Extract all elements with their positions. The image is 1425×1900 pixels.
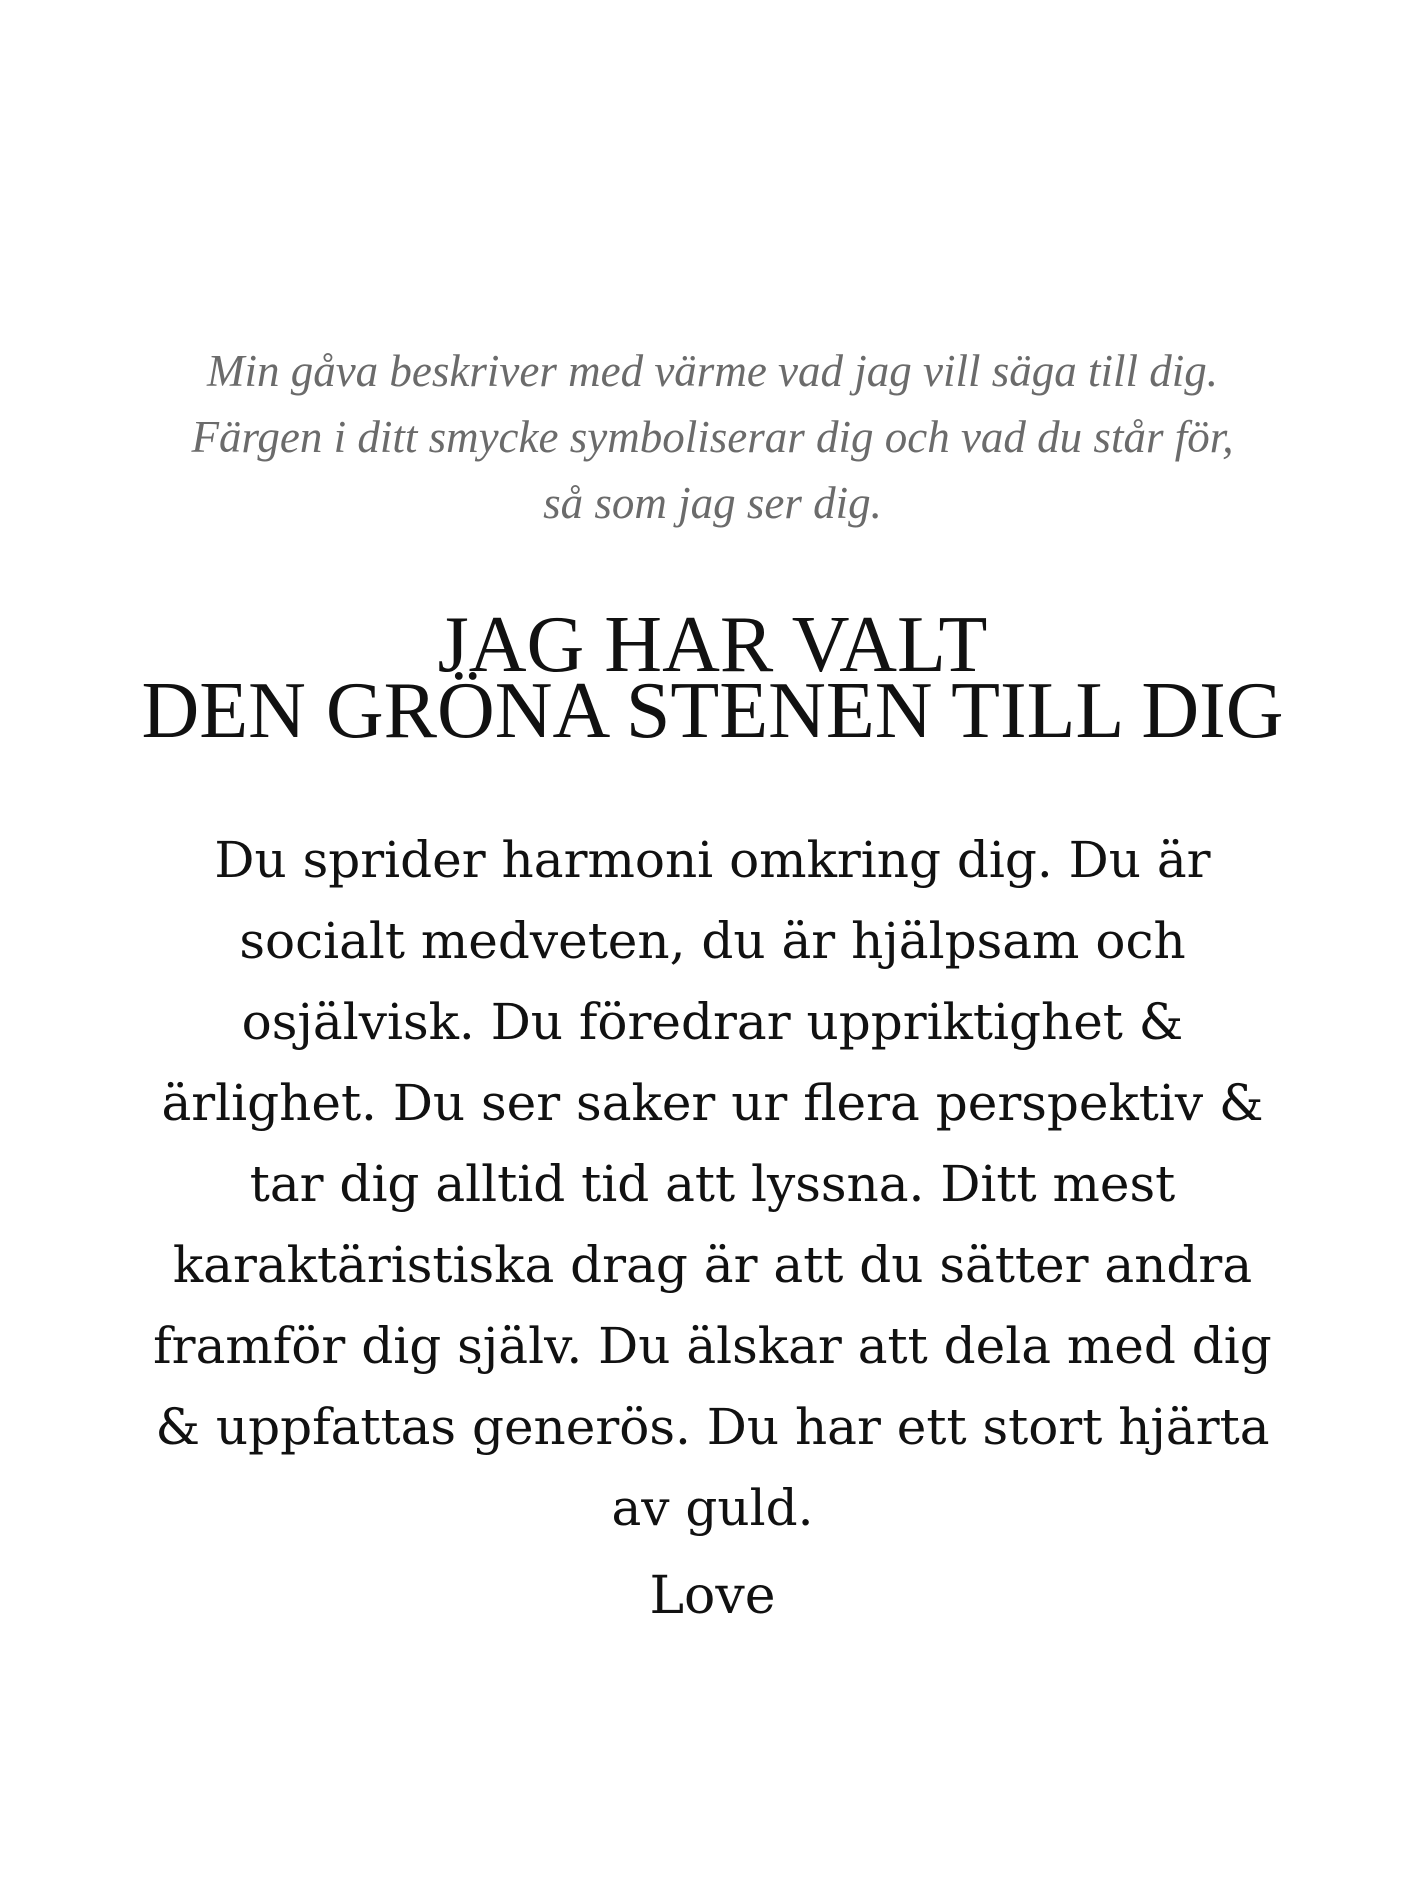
intro-line: så som jag ser dig. (543, 478, 882, 528)
stone-heading (60, 601, 1365, 755)
heading-line: DEN GRÖNA STENEN TILL DIG (141, 667, 1284, 755)
description-line: ärlighet. Du ser saker ur flera perspektiv & (161, 1074, 1264, 1132)
description-line: karaktäristiska drag är att du sätter andra (172, 1236, 1253, 1294)
description-line: & uppfattas generös. Du har ett stort hjärta (155, 1398, 1270, 1456)
description-line: av guld. (611, 1479, 814, 1537)
description-line: osjälvisk. Du föredrar uppriktighet & (241, 993, 1184, 1051)
description-line: tar dig alltid tid att lyssna. Ditt mest (249, 1155, 1176, 1213)
intro-line: Färgen i ditt smycke symboliserar dig och vad du står för, (191, 412, 1234, 462)
description-line: Du sprider harmoni omkring dig. Du är (214, 831, 1211, 889)
heading-line: JAG HAR VALT (437, 601, 988, 689)
description-line: framför dig själv. Du älskar att dela med dig (153, 1317, 1272, 1375)
stone-description (80, 820, 1345, 1549)
signature: Love (649, 1566, 776, 1626)
description-line: socialt medveten, du är hjälpsam och (239, 912, 1186, 970)
intro-line: Min gåva beskriver med värme vad jag vill säga till dig. (206, 346, 1219, 396)
intro-text (100, 338, 1325, 536)
